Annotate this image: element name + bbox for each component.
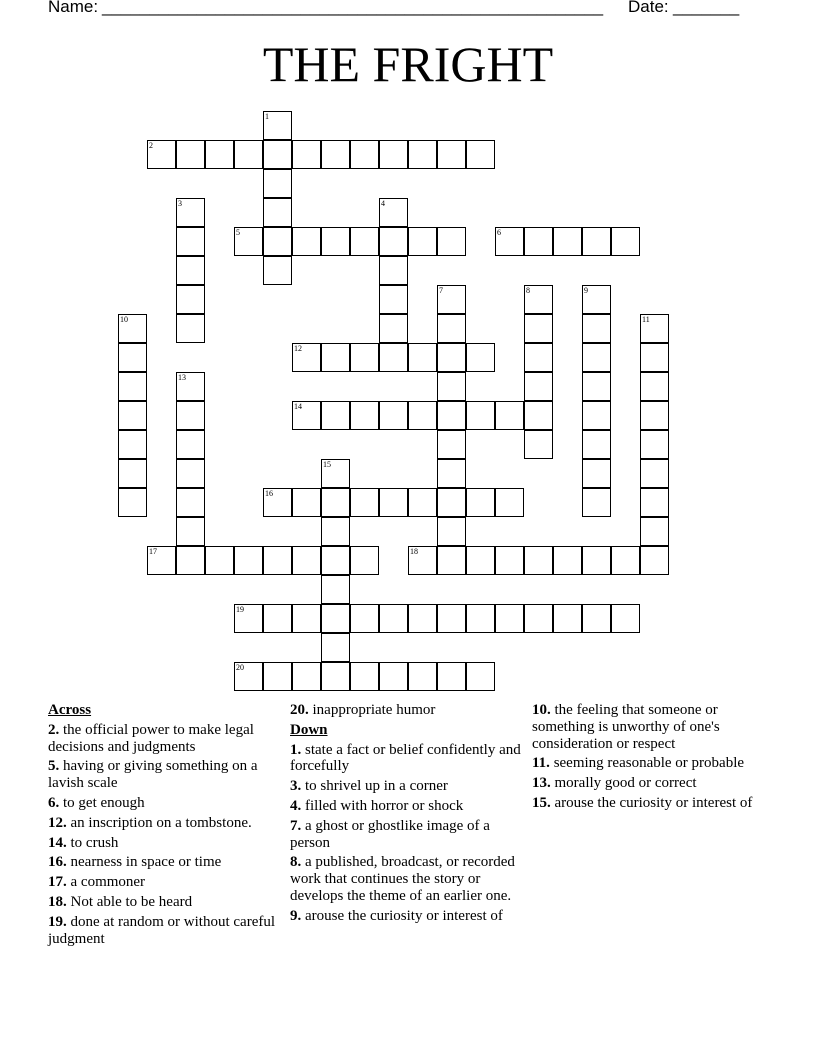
clue-number: 10	[120, 315, 128, 324]
crossword-cell[interactable]	[176, 285, 205, 314]
crossword-cell[interactable]	[321, 140, 350, 169]
crossword-cell[interactable]	[350, 604, 379, 633]
crossword-cell[interactable]	[466, 546, 495, 575]
crossword-cell[interactable]	[234, 662, 263, 691]
crossword-cell[interactable]	[640, 401, 669, 430]
crossword-cell[interactable]	[292, 401, 321, 430]
crossword-cell[interactable]	[205, 546, 234, 575]
clue-number: 3	[178, 199, 182, 208]
crossword-cell[interactable]	[176, 372, 205, 401]
crossword-cell[interactable]	[263, 604, 292, 633]
crossword-cell[interactable]	[437, 459, 466, 488]
crossword-cell[interactable]	[234, 604, 263, 633]
crossword-cell[interactable]	[379, 314, 408, 343]
crossword-cell[interactable]	[640, 488, 669, 517]
crossword-cell[interactable]	[263, 169, 292, 198]
crossword-cell[interactable]	[437, 314, 466, 343]
clue-down-8: 8. a published, broadcast, or recorded work that continues the story or develops the theme of an earlier one.	[290, 854, 515, 904]
crossword-cell[interactable]	[495, 488, 524, 517]
clue-across-17: 17. a commoner	[48, 874, 146, 891]
crossword-cell[interactable]	[263, 256, 292, 285]
crossword-cell[interactable]	[176, 488, 205, 517]
crossword-cell[interactable]	[263, 488, 292, 517]
crossword-cell[interactable]	[176, 314, 205, 343]
crossword-cell[interactable]	[408, 488, 437, 517]
crossword-cell[interactable]	[437, 285, 466, 314]
crossword-cell[interactable]	[582, 372, 611, 401]
down-heading: Down	[290, 721, 328, 738]
crossword-cell[interactable]	[321, 343, 350, 372]
crossword-cell[interactable]	[350, 227, 379, 256]
crossword-cell[interactable]	[437, 546, 466, 575]
crossword-cell[interactable]	[176, 517, 205, 546]
clue-number: 19	[236, 605, 244, 614]
crossword-cell[interactable]	[611, 546, 640, 575]
crossword-cell[interactable]	[321, 575, 350, 604]
clue-number: 2	[149, 141, 153, 150]
crossword-cell[interactable]	[379, 256, 408, 285]
clue-number: 13	[178, 373, 186, 382]
crossword-cell[interactable]	[350, 662, 379, 691]
clue-number: 15	[323, 460, 331, 469]
crossword-cell[interactable]	[234, 140, 263, 169]
crossword-cell[interactable]	[466, 604, 495, 633]
clue-number: 5	[236, 228, 240, 237]
crossword-cell[interactable]	[437, 430, 466, 459]
crossword-cell[interactable]	[118, 488, 147, 517]
crossword-cell[interactable]	[118, 459, 147, 488]
crossword-cell[interactable]	[437, 343, 466, 372]
crossword-cell[interactable]	[408, 546, 437, 575]
crossword-cell[interactable]	[379, 343, 408, 372]
crossword-cell[interactable]	[118, 372, 147, 401]
crossword-cell[interactable]	[640, 314, 669, 343]
clue-number: 18	[410, 547, 418, 556]
crossword-cell[interactable]	[292, 140, 321, 169]
crossword-cell[interactable]	[234, 227, 263, 256]
crossword-cell[interactable]	[321, 459, 350, 488]
crossword-cell[interactable]	[437, 372, 466, 401]
crossword-cell[interactable]	[640, 517, 669, 546]
crossword-cell[interactable]	[553, 227, 582, 256]
crossword-cell[interactable]	[379, 662, 408, 691]
crossword-cell[interactable]	[321, 662, 350, 691]
crossword-cell[interactable]	[321, 401, 350, 430]
clue-down-13: 13. morally good or correct	[532, 775, 697, 792]
crossword-cell[interactable]	[379, 488, 408, 517]
crossword-cell[interactable]	[524, 604, 553, 633]
crossword-cell[interactable]	[379, 285, 408, 314]
crossword-cell[interactable]	[582, 401, 611, 430]
crossword-cell[interactable]	[292, 227, 321, 256]
crossword-cell[interactable]	[437, 517, 466, 546]
crossword-cell[interactable]	[408, 140, 437, 169]
across-heading: Across	[48, 702, 92, 718]
clue-across-6: 6. to get enough	[48, 794, 145, 811]
crossword-cell[interactable]	[379, 140, 408, 169]
crossword-cell[interactable]	[321, 227, 350, 256]
clue-number: 7	[439, 286, 443, 295]
clue-number: 6	[497, 228, 501, 237]
crossword-cell[interactable]	[263, 111, 292, 140]
crossword-cell[interactable]	[350, 343, 379, 372]
crossword-cell[interactable]	[379, 604, 408, 633]
crossword-cell[interactable]	[524, 372, 553, 401]
crossword-cell[interactable]	[408, 662, 437, 691]
crossword-cell[interactable]	[379, 227, 408, 256]
crossword-cell[interactable]	[582, 430, 611, 459]
crossword-cell[interactable]	[118, 314, 147, 343]
crossword-cell[interactable]	[437, 140, 466, 169]
crossword-cell[interactable]	[176, 140, 205, 169]
crossword-cell[interactable]	[147, 140, 176, 169]
crossword-cell[interactable]	[263, 227, 292, 256]
crossword-cell[interactable]	[176, 546, 205, 575]
crossword-cell[interactable]	[524, 314, 553, 343]
clue-down-15: 15. arouse the curiosity or interest of	[532, 794, 753, 811]
crossword-cell[interactable]	[495, 546, 524, 575]
crossword-cell[interactable]	[321, 488, 350, 517]
crossword-cell[interactable]	[437, 488, 466, 517]
crossword-cell[interactable]	[292, 546, 321, 575]
clue-number: 4	[381, 199, 385, 208]
crossword-cell[interactable]	[640, 546, 669, 575]
crossword-cell[interactable]	[292, 488, 321, 517]
crossword-cell[interactable]	[118, 401, 147, 430]
clue-down-3: 3. to shrivel up in a corner	[290, 778, 448, 795]
clue-number: 9	[584, 286, 588, 295]
name-label: Name:	[48, 0, 99, 16]
name-field[interactable]: _____________________________________________________	[102, 0, 604, 16]
crossword-cell[interactable]	[495, 604, 524, 633]
clue-number: 14	[294, 402, 302, 411]
crossword-cell[interactable]	[408, 401, 437, 430]
crossword-cell[interactable]	[437, 662, 466, 691]
crossword-cell[interactable]	[321, 546, 350, 575]
crossword-cell[interactable]	[466, 343, 495, 372]
clue-number: 20	[236, 663, 244, 672]
crossword-cell[interactable]	[408, 343, 437, 372]
crossword-cell[interactable]	[437, 604, 466, 633]
crossword-cell[interactable]	[263, 546, 292, 575]
clue-across-20: 20. inappropriate humor	[290, 702, 436, 718]
crossword-cell[interactable]	[292, 343, 321, 372]
crossword-cell[interactable]	[321, 633, 350, 662]
crossword-cell[interactable]	[147, 546, 176, 575]
clue-down-10: 10. the feeling that someone or something is unworthy of one's consideration or respect	[532, 702, 720, 752]
crossword-cell[interactable]	[263, 198, 292, 227]
date-field[interactable]: _______	[673, 0, 740, 16]
crossword-cell[interactable]	[553, 546, 582, 575]
crossword-cell[interactable]	[582, 488, 611, 517]
clue-down-4: 4. filled with horror or shock	[290, 797, 464, 814]
clue-across-18: 18. Not able to be heard	[48, 893, 193, 910]
crossword-cell[interactable]	[118, 343, 147, 372]
crossword-cell[interactable]	[553, 604, 582, 633]
clue-across-2: 2. the official power to make legal decisions and judgments	[48, 721, 254, 755]
crossword-cell[interactable]	[176, 430, 205, 459]
crossword-cell[interactable]	[524, 401, 553, 430]
crossword-cell[interactable]	[379, 401, 408, 430]
crossword-cell[interactable]	[524, 227, 553, 256]
clue-number: 16	[265, 489, 273, 498]
crossword-cell[interactable]	[292, 662, 321, 691]
clues-column-3	[532, 702, 772, 815]
crossword-cell[interactable]	[582, 343, 611, 372]
crossword-cell[interactable]	[640, 430, 669, 459]
clue-across-16: 16. nearness in space or time	[48, 854, 222, 871]
crossword-cell[interactable]	[466, 401, 495, 430]
crossword-cell[interactable]	[176, 459, 205, 488]
crossword-cell[interactable]	[176, 198, 205, 227]
crossword-cell[interactable]	[582, 604, 611, 633]
crossword-cell[interactable]	[495, 227, 524, 256]
clue-down-1: 1. state a fact or belief confidently and forcefully	[290, 741, 521, 775]
crossword-cell[interactable]	[234, 546, 263, 575]
crossword-cell[interactable]	[176, 256, 205, 285]
crossword-cell[interactable]	[640, 459, 669, 488]
crossword-cell[interactable]	[524, 285, 553, 314]
clue-across-12: 12. an inscription on a tombstone.	[48, 814, 252, 831]
crossword-cell[interactable]	[437, 401, 466, 430]
crossword-cell[interactable]	[350, 401, 379, 430]
crossword-cell[interactable]	[466, 662, 495, 691]
crossword-cell[interactable]	[408, 227, 437, 256]
clue-number: 1	[265, 112, 269, 121]
crossword-cell[interactable]	[321, 517, 350, 546]
header-line	[48, 0, 788, 21]
clue-number: 11	[642, 315, 650, 324]
crossword-cell[interactable]	[611, 227, 640, 256]
crossword-cell[interactable]	[205, 140, 234, 169]
clue-across-14: 14. to crush	[48, 834, 119, 851]
crossword-cell[interactable]	[640, 372, 669, 401]
crossword-cell[interactable]	[524, 343, 553, 372]
page-title: THE FRIGHT	[262, 36, 554, 92]
crossword-cell[interactable]	[176, 401, 205, 430]
clue-down-11: 11. seeming reasonable or probable	[532, 755, 745, 772]
crossword-cell[interactable]	[350, 546, 379, 575]
clue-down-9: 9. arouse the curiosity or interest of	[290, 907, 503, 924]
crossword-cell[interactable]	[408, 604, 437, 633]
crossword-cell[interactable]	[524, 546, 553, 575]
clues-column-1	[48, 702, 280, 950]
clue-number: 17	[149, 547, 157, 556]
crossword-cell[interactable]	[582, 285, 611, 314]
crossword-cell[interactable]	[437, 227, 466, 256]
crossword-cell[interactable]	[350, 488, 379, 517]
clue-down-7: 7. a ghost or ghostlike image of a person	[290, 817, 490, 851]
clue-across-5: 5. having or giving something on a lavish scale	[48, 758, 258, 792]
crossword-cell[interactable]	[582, 459, 611, 488]
clue-number: 8	[526, 286, 530, 295]
crossword-cell[interactable]	[263, 662, 292, 691]
crossword-cell[interactable]	[379, 198, 408, 227]
crossword-cell[interactable]	[495, 401, 524, 430]
clue-number: 12	[294, 344, 302, 353]
crossword-cell[interactable]	[582, 227, 611, 256]
crossword-cell[interactable]	[263, 140, 292, 169]
clue-across-19: 19. done at random or without careful judgment	[48, 913, 276, 947]
clues-column-2	[290, 702, 522, 928]
crossword-cell[interactable]	[292, 604, 321, 633]
crossword-cell[interactable]	[118, 430, 147, 459]
crossword-cell[interactable]	[176, 227, 205, 256]
crossword-cell[interactable]	[350, 140, 379, 169]
crossword-cell[interactable]	[640, 343, 669, 372]
crossword-cell[interactable]	[466, 488, 495, 517]
crossword-cell[interactable]	[321, 604, 350, 633]
crossword-cell[interactable]	[466, 140, 495, 169]
crossword-cell[interactable]	[582, 314, 611, 343]
date-label: Date:	[628, 0, 669, 16]
crossword-cell[interactable]	[524, 430, 553, 459]
crossword-cell[interactable]	[611, 604, 640, 633]
crossword-cell[interactable]	[582, 546, 611, 575]
